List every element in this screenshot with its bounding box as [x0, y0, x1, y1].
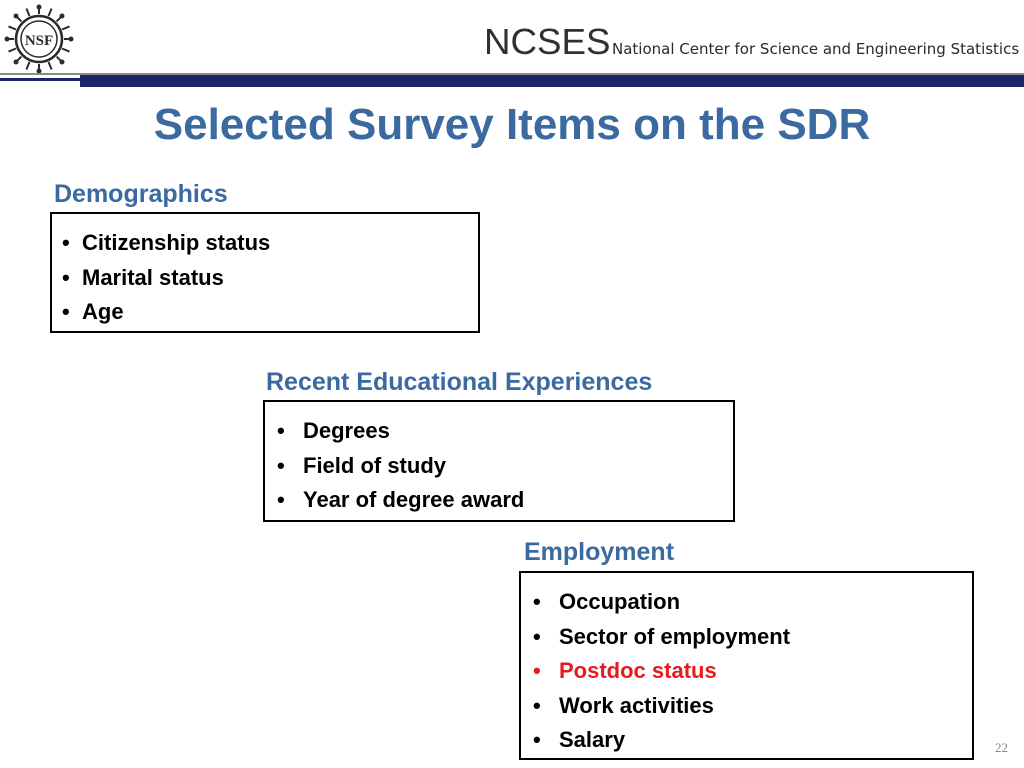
list-item: • Year of degree award — [277, 487, 525, 512]
page-number: 22 — [995, 740, 1008, 755]
employment-list — [533, 585, 972, 758]
list-item: • Age — [62, 299, 124, 324]
section-heading-education: Recent Educational Experiences — [266, 368, 653, 396]
header-bar — [80, 75, 1024, 87]
list-item: • Work activities — [533, 692, 714, 718]
list-item-highlighted: • Postdoc status — [533, 658, 717, 683]
section-heading-employment: Employment — [524, 538, 675, 566]
list-item: • Salary — [533, 727, 626, 752]
ncses-full-name: National Center for Science and Engineering Statistics — [612, 40, 1020, 58]
list-item: • Degrees — [277, 418, 390, 443]
ncses-logo-text: NCSES — [484, 21, 611, 62]
employment-box — [519, 571, 974, 760]
nsf-logo — [4, 4, 74, 74]
list-item: • Occupation — [533, 589, 681, 614]
demographics-list — [62, 226, 478, 330]
list-item: • Citizenship status — [62, 230, 271, 255]
list-item: • Field of study — [277, 452, 446, 478]
nsf-logo-text: NSF — [24, 33, 54, 49]
education-list — [277, 414, 733, 518]
section-heading-demographics: Demographics — [54, 180, 228, 208]
education-box — [263, 400, 735, 522]
demographics-box — [50, 212, 480, 333]
page-title: Selected Survey Items on the SDR — [153, 100, 871, 149]
list-item: • Sector of employment — [533, 623, 791, 649]
list-item: • Marital status — [62, 264, 224, 290]
ncses-logo — [484, 21, 611, 62]
header-bar-left — [0, 78, 80, 81]
